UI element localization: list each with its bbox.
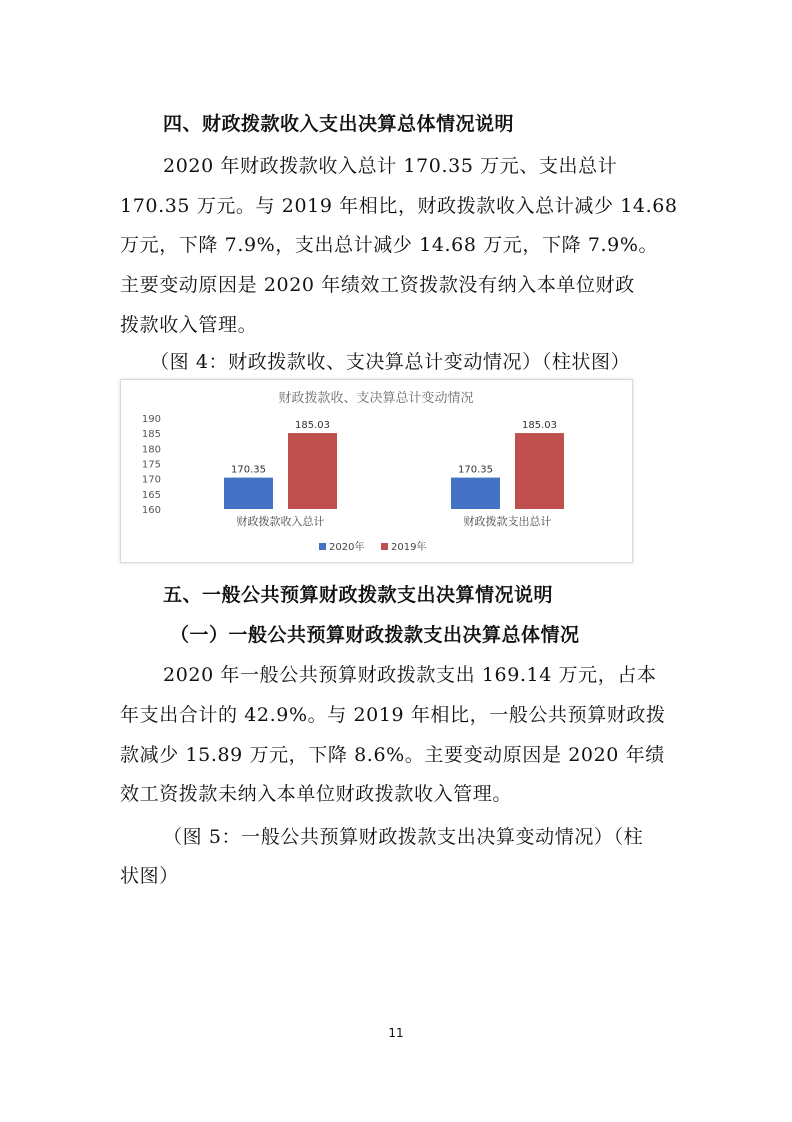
bar-value-label: 170.35 <box>458 464 493 476</box>
section4-heading: 四、财政拨款收入支出决算总体情况说明 <box>163 113 515 135</box>
bar <box>288 433 337 509</box>
bar-value-label: 185.03 <box>522 420 557 432</box>
y-tick-label: 190 <box>141 414 161 425</box>
legend-swatch <box>381 543 388 550</box>
chart-canvas <box>121 380 632 562</box>
caption-line: （图 5：一般公共预算财政拨款支出决算变动情况）（柱 <box>163 826 644 848</box>
paragraph-line: 款减少 15.89 万元，下降 8.6%。主要变动原因是 2020 年绩 <box>120 744 665 766</box>
caption-line: 状图） <box>120 865 179 887</box>
paragraph-line: 效工资拨款未纳入本单位财政拨款收入管理。 <box>120 783 513 805</box>
paragraph-line: 万元，下降 7.9%，支出总计减少 14.68 万元，下降 7.9%。 <box>120 234 659 256</box>
legend-label: 2020年 <box>329 542 365 553</box>
paragraph-line: 2020 年财政拨款收入总计 170.35 万元、支出总计 <box>163 155 618 177</box>
bar <box>224 478 273 509</box>
bar <box>515 433 564 509</box>
bar <box>451 478 500 509</box>
paragraph-line: 拨款收入管理。 <box>120 314 258 336</box>
figure4-bar-chart <box>120 379 633 563</box>
y-tick-label: 185 <box>141 429 161 441</box>
figure4-caption: （图 4：财政拨款收、支决算总计变动情况）（柱状图） <box>150 351 631 373</box>
bar-value-label: 170.35 <box>231 464 266 476</box>
y-tick-label: 165 <box>141 489 161 501</box>
chart-title: 财政拨款收、支决算总计变动情况 <box>278 391 474 406</box>
paragraph-line: 170.35 万元。与 2019 年相比，财政拨款收入总计减少 14.68 <box>120 195 678 217</box>
x-category-label: 财政拨款支出总计 <box>463 515 552 528</box>
paragraph-line: 年支出合计的 42.9%。与 2019 年相比，一般公共预算财政拨 <box>120 704 666 726</box>
paragraph-line: 2020 年一般公共预算财政拨款支出 169.14 万元，占本 <box>163 664 657 686</box>
legend-label: 2019年 <box>391 542 427 553</box>
paragraph-line: 主要变动原因是 2020 年绩效工资拨款没有纳入本单位财政 <box>120 274 635 296</box>
y-tick-label: 180 <box>141 444 161 456</box>
section5-subheading: （一）一般公共预算财政拨款支出决算总体情况 <box>170 624 580 646</box>
y-tick-label: 175 <box>141 459 161 471</box>
page-number: 11 <box>388 1026 404 1040</box>
x-category-label: 财政拨款收入总计 <box>236 515 325 528</box>
y-tick-label: 170 <box>141 474 161 486</box>
section5-heading: 五、一般公共预算财政拨款支出决算情况说明 <box>163 584 554 606</box>
y-tick-label: 160 <box>141 505 161 516</box>
bar-value-label: 185.03 <box>295 420 330 432</box>
legend-swatch <box>319 543 326 550</box>
